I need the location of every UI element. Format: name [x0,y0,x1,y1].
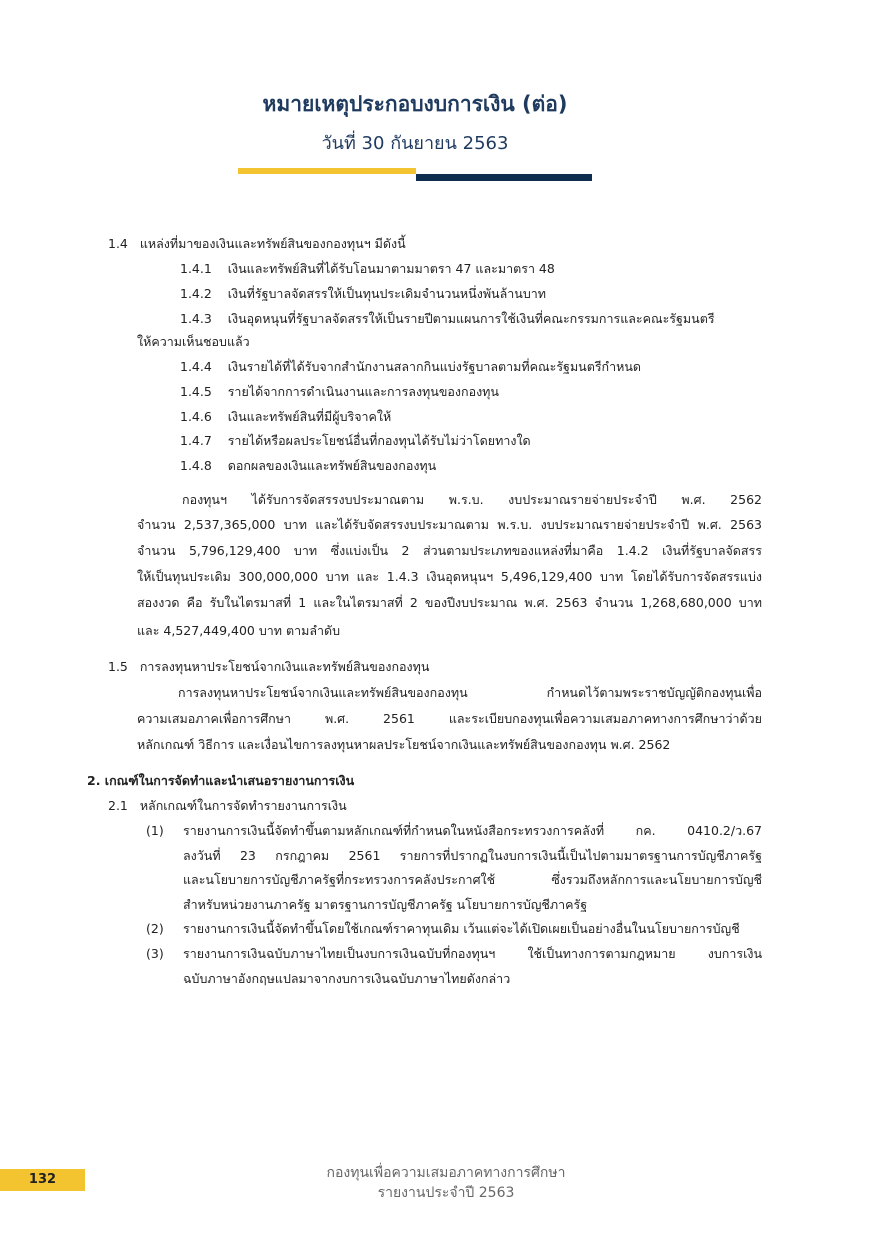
list-item: 1.4.6 เงินและทรัพย์สินที่มีผู้บริจาคให้ [180,409,392,424]
list-item: 1.4.8 ดอกผลของเงินและทรัพย์สินของกองทุน [180,458,437,473]
list-item-line: รายงานการเงินนี้จัดทำขึ้นโดยใช้เกณฑ์ราคาทุนเดิม เว้นแต่จะได้เปิดเผยเป็นอย่างอื่นในนโยบายการบัญชี [183,921,740,936]
list-item: 1.4.5 รายได้จากการดำเนินงานและการลงทุนของกองทุน [180,384,499,399]
page-number: 132 [0,1169,85,1191]
paragraph-line: จำนวน 2,537,365,000 บาท และได้รับจัดสรรงบประมาณตาม พ.ร.บ. งบประมาณรายจ่ายประจำปี พ.ศ. 2563 [137,517,762,532]
page-title: หมายเหตุประกอบงบการเงิน (ต่อ) [262,92,568,116]
paragraph-line: หลักเกณฑ์ วิธีการ และเงื่อนไขการลงทุนหาผลประโยชน์จากเงินและทรัพย์สินของกองทุน พ.ศ. 2562 [137,737,671,752]
section-1-5-heading: 1.5 การลงทุนหาประโยชน์จากเงินและทรัพย์สินของกองทุน [108,659,430,674]
list-item-line: รายงานการเงินฉบับภาษาไทยเป็นงบการเงินฉบับที่กองทุนฯ ใช้เป็นทางการตามกฎหมาย งบการเงิน [183,946,762,961]
list-item-continuation: ให้ความเห็นชอบแล้ว [137,334,250,349]
section-2-heading: 2. เกณฑ์ในการจัดทำและนำเสนอรายงานการเงิน [87,773,355,788]
title-underline-gold [238,168,416,174]
title-underline-navy [416,174,592,181]
list-item-line: และนโยบายการบัญชีภาครัฐที่กระทรวงการคลังประกาศใช้ ซึ่งรวมถึงหลักการและนโยบายการบัญชี [183,872,762,887]
paragraph-line: กองทุนฯ ได้รับการจัดสรรงบประมาณตาม พ.ร.บ. งบประมาณรายจ่ายประจำปี พ.ศ. 2562 [182,492,762,507]
section-1-4-heading: 1.4 แหล่งที่มาของเงินและทรัพย์สินของกองทุนฯ มีดังนี้ [108,236,406,251]
list-item: 1.4.4 เงินรายได้ที่ได้รับจากสำนักงานสลากกินแบ่งรัฐบาลตามที่คณะรัฐมนตรีกำหนด [180,359,642,374]
list-item-number: (3) [146,946,164,961]
list-item-line: ฉบับภาษาอังกฤษแปลมาจากงบการเงินฉบับภาษาไทยดังกล่าว [183,971,511,986]
list-item: 1.4.7 รายได้หรือผลประโยชน์อื่นที่กองทุนได้รับไม่ว่าโดยทางใด [180,433,531,448]
page-subtitle: วันที่ 30 กันยายน 2563 [321,133,509,154]
list-item-line: รายงานการเงินนี้จัดทำขึ้นตามหลักเกณฑ์ที่กำหนดในหนังสือกระทรวงการคลังที่ กค. 0410.2/ว.67 [183,823,762,838]
footer-report-name: รายงานประจำปี 2563 [377,1185,515,1201]
paragraph-line: ให้เป็นทุนประเดิม 300,000,000 บาท และ 1.4.3 เงินอุดหนุนฯ 5,496,129,400 บาท โดยได้รับการจัดสรรแบ่ง [137,569,762,584]
list-item: 1.4.3 เงินอุดหนุนที่รัฐบาลจัดสรรให้เป็นรายปีตามแผนการใช้เงินที่คณะกรรมการและคณะรัฐมนตรี [180,311,715,326]
list-item: 1.4.1 เงินและทรัพย์สินที่ได้รับโอนมาตามมาตรา 47 และมาตรา 48 [180,261,555,276]
paragraph-line: ความเสมอภาคเพื่อการศึกษา พ.ศ. 2561 และระเบียบกองทุนเพื่อความเสมอภาคทางการศึกษาว่าด้วย [137,711,762,726]
list-item-line: ลงวันที่ 23 กรกฎาคม 2561 รายการที่ปรากฏในงบการเงินนี้เป็นไปตามมาตรฐานการบัญชีภาครัฐ [183,848,762,863]
list-item-number: (1) [146,823,164,838]
list-item: 1.4.2 เงินที่รัฐบาลจัดสรรให้เป็นทุนประเดิมจำนวนหนึ่งพันล้านบาท [180,286,547,301]
paragraph-line: และ 4,527,449,400 บาท ตามลำดับ [137,623,341,638]
list-item-number: (2) [146,921,164,936]
paragraph-line: จำนวน 5,796,129,400 บาท ซึ่งแบ่งเป็น 2 ส่วนตามประเภทของแหล่งที่มาคือ 1.4.2 เงินที่รัฐบาลจัดสรร [137,543,762,558]
paragraph-line: สองงวด คือ รับในไตรมาสที่ 1 และในไตรมาสที่ 2 ของปีงบประมาณ พ.ศ. 2563 จำนวน 1,268,680,000 บาท [137,595,762,610]
section-2-1-heading: 2.1 หลักเกณฑ์ในการจัดทำรายงานการเงิน [108,798,347,813]
paragraph-line: การลงทุนหาประโยชน์จากเงินและทรัพย์สินของกองทุน กำหนดไว้ตามพระราชบัญญัติกองทุนเพื่อ [178,685,762,700]
footer-org-name: กองทุนเพื่อความเสมอภาคทางการศึกษา [326,1165,566,1181]
list-item-line: สำหรับหน่วยงานภาครัฐ มาตรฐานการบัญชีภาครัฐ นโยบายการบัญชีภาครัฐ [183,897,588,912]
